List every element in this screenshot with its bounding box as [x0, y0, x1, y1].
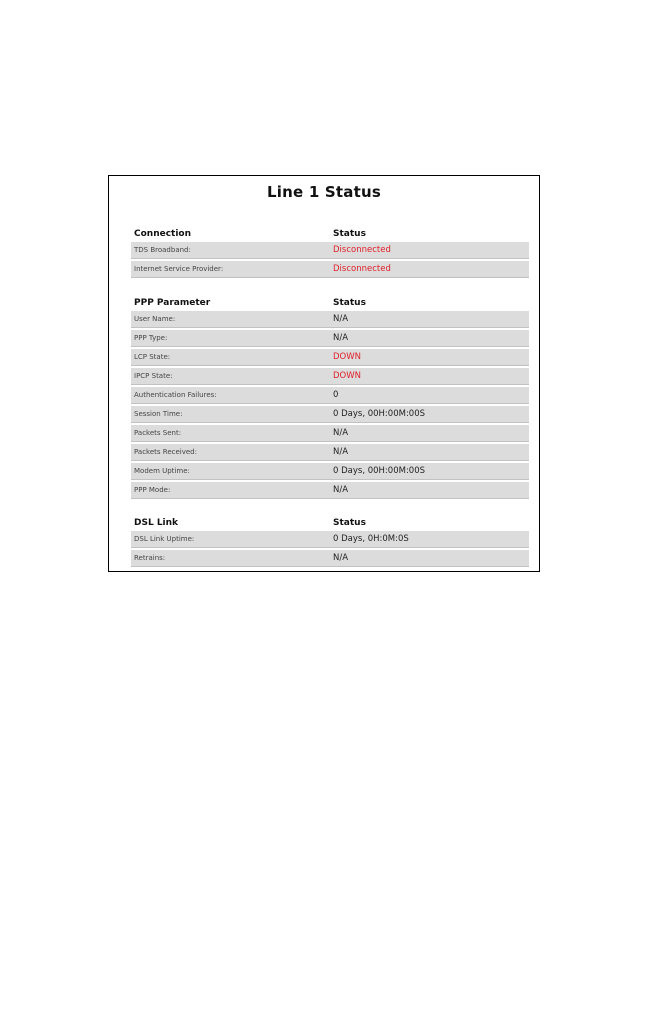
row-value: DOWN — [333, 352, 361, 362]
row-label: PPP Mode: — [134, 486, 171, 494]
row-value: N/A — [333, 428, 349, 438]
table-row — [131, 406, 529, 423]
connection-header-label: Connection — [134, 229, 192, 239]
row-label: LCP State: — [134, 353, 171, 361]
table-row — [131, 368, 529, 385]
ppp-section — [131, 295, 529, 501]
connection-header-status: Status — [333, 229, 366, 239]
dsl-header — [131, 515, 529, 531]
row-label: TDS Broadband: — [134, 246, 191, 254]
table-row — [131, 242, 529, 259]
dsl-header-status: Status — [333, 518, 366, 528]
row-value: 0 — [333, 390, 339, 400]
row-value: 0 Days, 00H:00M:00S — [333, 409, 426, 419]
table-row — [131, 463, 529, 480]
table-row — [131, 349, 529, 366]
connection-section — [131, 226, 529, 280]
dsl-header-label: DSL Link — [134, 518, 179, 528]
page-title: Line 1 Status — [267, 183, 381, 201]
row-label: Modem Uptime: — [134, 467, 190, 475]
ppp-header — [131, 295, 529, 311]
ppp-header-label: PPP Parameter — [134, 298, 211, 308]
table-row — [131, 425, 529, 442]
table-row — [131, 330, 529, 347]
row-label: PPP Type: — [134, 334, 168, 342]
ppp-header-status: Status — [333, 298, 366, 308]
row-value: 0 Days, 00H:00M:00S — [333, 466, 426, 476]
row-label: DSL Link Uptime: — [134, 535, 195, 543]
row-value: Disconnected — [333, 264, 391, 274]
dsl-section — [131, 515, 529, 569]
table-row — [131, 261, 529, 278]
row-label: User Name: — [134, 315, 176, 323]
row-value: Disconnected — [333, 245, 391, 255]
row-label: Session Time: — [134, 410, 183, 418]
row-value: N/A — [333, 314, 349, 324]
row-label: Packets Received: — [134, 448, 197, 456]
table-row — [131, 482, 529, 499]
table-row — [131, 550, 529, 567]
table-row — [131, 444, 529, 461]
table-row — [131, 531, 529, 548]
status-panel — [108, 175, 540, 572]
row-label: Authentication Failures: — [134, 391, 217, 399]
row-value: N/A — [333, 553, 349, 563]
row-value: N/A — [333, 447, 349, 457]
table-row — [131, 311, 529, 328]
row-label: Retrains: — [134, 554, 166, 562]
row-label: Packets Sent: — [134, 429, 182, 437]
table-row — [131, 387, 529, 404]
row-value: N/A — [333, 333, 349, 343]
connection-header — [131, 226, 529, 242]
row-value: DOWN — [333, 371, 361, 381]
row-label: Internet Service Provider: — [134, 265, 224, 273]
row-value: N/A — [333, 485, 349, 495]
row-value: 0 Days, 0H:0M:0S — [333, 534, 409, 544]
row-label: IPCP State: — [134, 372, 173, 380]
